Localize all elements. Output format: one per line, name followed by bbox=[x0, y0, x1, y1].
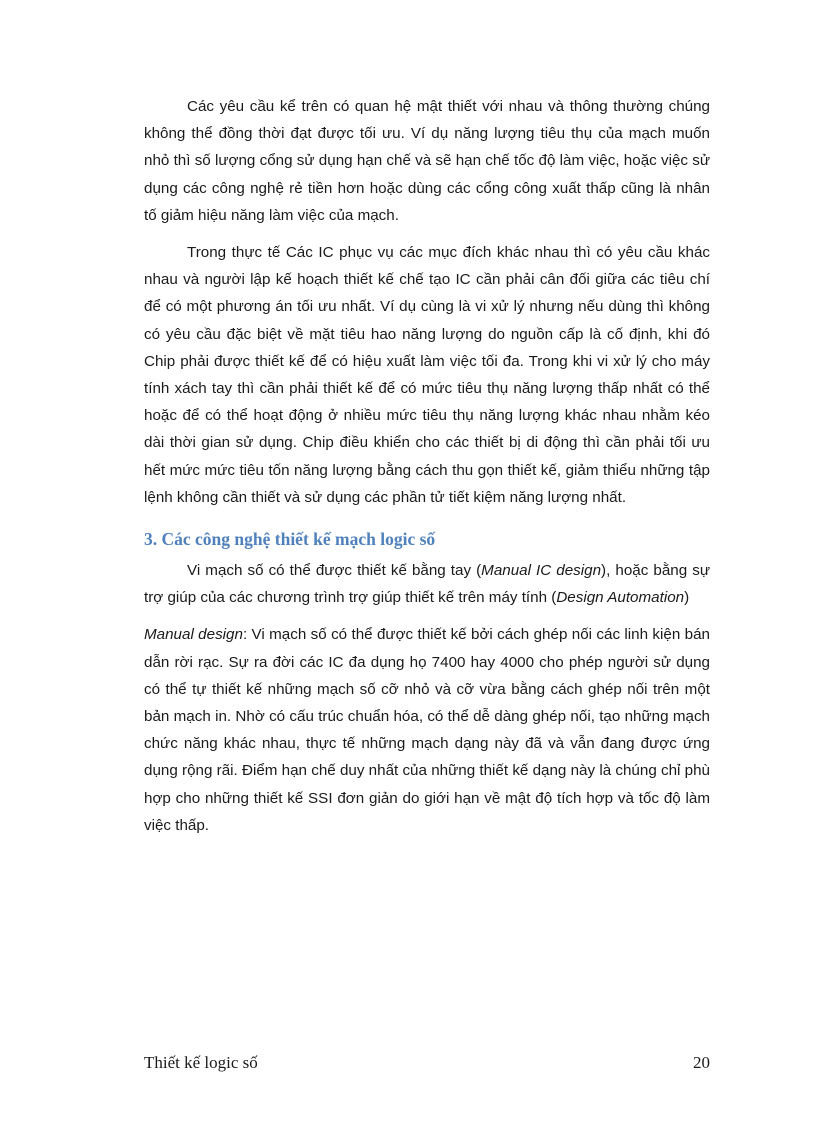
paragraph-ic-purposes: Trong thực tế Các IC phục vụ các mục đích khác nhau thì có yêu cầu khác nhau và người lập kế hoạch thiết kế chế tạo IC cần phải cân đối giữa các tiêu chí để có một phương án tối ưu nhất. Ví dụ cùng là vi xử lý nhưng nếu dùng thì không có yêu cầu đặc biệt về mặt tiêu hao năng lượng do nguồn cấp là cố định, khi đó Chip phải được thiết kế để có hiệu xuất làm việc tối đa. Trong khi vi xử lý cho máy tính xách tay thì cần phải thiết kế để có mức tiêu thụ năng lượng thấp nhất có thể hoặc để có thể hoạt động ở nhiều mức tiêu thụ năng lượng khác nhau nhằm kéo dài thời gian sử dụng. Chip điều khiển cho các thiết bị di động thì cần phải tối ưu hết mức mức tiêu tốn năng lượng bằng cách thu gọn thiết kế, giảm thiểu những tập lệnh không cần thiết và sử dụng các phần tử tiết kiệm năng lượng nhất. bbox=[144, 244, 710, 506]
manual-design-label: Manual design bbox=[144, 626, 243, 644]
intro-term-design-automation: Design Automation bbox=[556, 589, 685, 607]
manual-design-text: : Vi mạch số có thể được thiết kế bởi cách ghép nối các linh kiện bán dẫn rời rạc. Sự ra đời các IC đa dụng họ 7400 hay 4000 cho phép người sử dụng có thể tự thiết kế những mạch số cỡ nhỏ và cỡ vừa bằng cách ghép nối trên một bản mạch in. Nhờ có cấu trúc chuẩn hóa, có thể dễ dàng ghép nối, tạo những mạch chức năng khác nhau, thực tế những mạch dạng này đã và vẫn đang được ứng dụng rộng rãi. Điểm hạn chế duy nhất của những thiết kế dạng này là chúng chỉ phù hợp cho những thiết kế SSI đơn giản do giới hạn về mật độ tích hợp và tốc độ làm việc thấp. bbox=[144, 626, 710, 834]
intro-text-2: ), hoặc bằng sự trợ giúp của các chương trình trợ giúp thiết kế trên máy tính ( bbox=[144, 562, 710, 607]
section-heading: 3. Các công nghệ thiết kế mạch logic số bbox=[144, 529, 436, 550]
intro-text-1: Vi mạch số có thể được thiết kế bằng tay ( bbox=[187, 562, 482, 580]
page-body bbox=[144, 93, 710, 839]
intro-term-manual-ic-design: Manual IC design bbox=[481, 562, 602, 580]
paragraph-requirements: Các yêu cầu kể trên có quan hệ mật thiết với nhau và thông thường chúng không thể đồng thời đạt được tối ưu. Ví dụ năng lượng tiêu thụ của mạch muốn nhỏ thì số lượng cổng sử dụng hạn chế và sẽ hạn chế tốc độ làm việc, hoặc việc sử dụng các công nghệ rẻ tiền hơn hoặc dùng các cổng công xuất thấp cũng là nhân tố giảm hiệu năng làm việc của mạch. bbox=[144, 98, 710, 224]
footer-title: Thiết kế logic số bbox=[144, 1053, 258, 1072]
paragraph-manual-design bbox=[144, 621, 710, 839]
page-number: 20 bbox=[693, 1053, 710, 1072]
intro-text-3: ) bbox=[684, 589, 690, 607]
paragraph-design-intro bbox=[144, 557, 710, 611]
